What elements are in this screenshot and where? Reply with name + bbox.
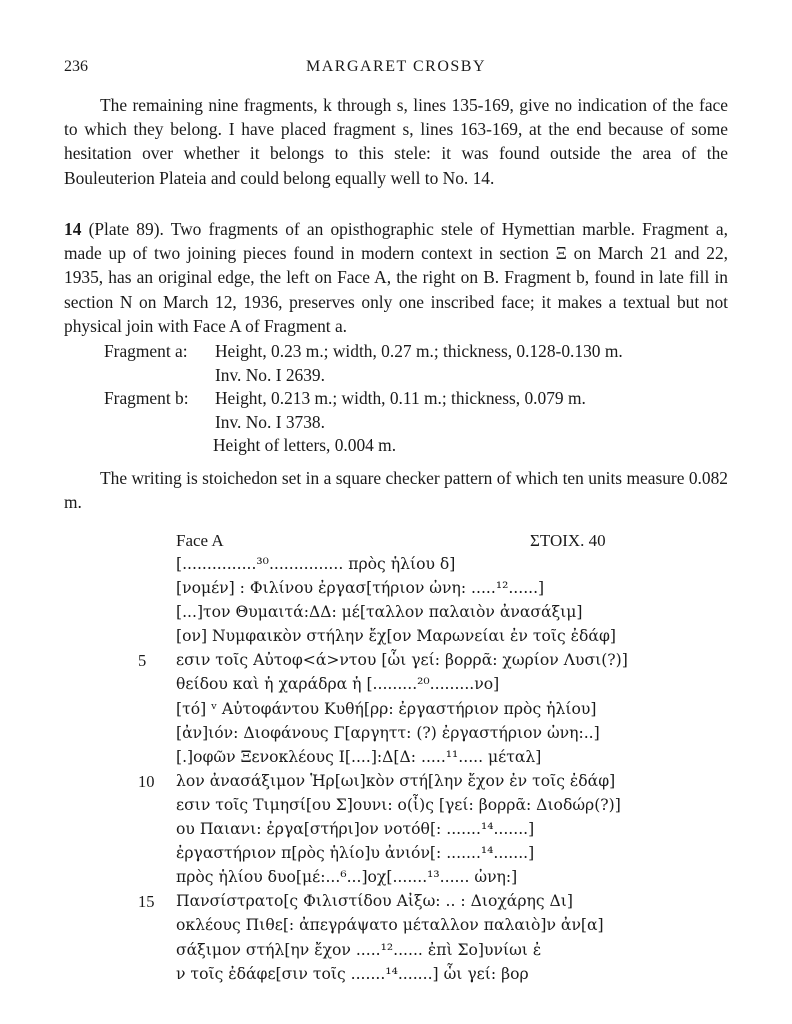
fragment-b-label: Fragment b:: [104, 388, 189, 408]
paragraph-fragments-k-s: [64, 93, 728, 190]
line-text: θείδου καὶ ἡ χαράδρα ἡ [.........²⁰.........νο]: [176, 675, 500, 694]
line-text: [...............³⁰............... πρὸς ἡλίου δ]: [176, 555, 456, 573]
fragment-a-inv: Inv. No. I 2639.: [215, 364, 325, 385]
inscription-line: [138, 844, 638, 868]
line-text: [τό] ᵛ Αὐτοφάντου Κυθή[ρρ: ἐργαστήριον πρὸς ἡλίου]: [176, 699, 597, 718]
line-text: εσιν τοῖς Αὐτοφ<ά>ντου [ὧι γεί: βορρᾶ: χωρίον Λυσι(?)]: [176, 651, 628, 670]
entry-text: (Plate 89). Two fragments of an opisthographic stele of Hymettian marble. Fragment a, made up of two joining pieces found in modern context in section Ξ on March 21 and 22, 1935, has an original edge, the left on Face A, the right on B. Fragment b, found in late fill in section N on March 12, 1936, preserves only one inscribed face; it makes a textual but not physical join with Face A of Fragment a.: [64, 219, 728, 336]
inscription-line: [138, 627, 638, 651]
line-text: σάξιμον στήλ[ην ἔχον .....¹²...... ἐπὶ Σο]υνίωι ἐ: [176, 940, 542, 959]
running-title: MARGARET CROSBY: [305, 58, 486, 75]
page-number: 236: [64, 58, 88, 75]
inscription-line: [138, 796, 638, 820]
inscription-lines: [138, 555, 638, 989]
line-number: 10: [138, 771, 155, 791]
inscription-line: [138, 868, 638, 892]
inscription-line: [138, 724, 638, 748]
fragment-a-label: Fragment a:: [104, 341, 188, 361]
line-text: ου Παιανι: ἐργα[στήρι]ον νοτόθ[: .......¹⁴.......]: [176, 820, 535, 839]
paragraph3-text: The writing is stoichedon set in a square checker pattern of which ten units measure 0.082 m.: [64, 468, 728, 513]
fragment-a-dims: Height, 0.23 m.; width, 0.27 m.; thickness, 0.128-0.130 m.: [215, 341, 623, 361]
inscription-line: [138, 772, 638, 796]
face-label: Face A: [176, 531, 224, 550]
inscription-line: [138, 651, 638, 675]
paragraph1-text: The remaining nine fragments, k through s, lines 135-169, give no indication of the face to which they belong. I have placed fragment s, lines 163-169, at the end because of some hesitation over whether it belongs to this stele: it was found outside the area of the Bouleuterion Plateia and could belong equally well to No. 14.: [64, 95, 728, 188]
inscription-line: [138, 675, 638, 699]
inscription-line: [138, 748, 638, 772]
inscription-line: [138, 892, 638, 916]
line-number: 5: [138, 651, 147, 671]
entry-14-description: [64, 217, 728, 338]
inscription-line: [138, 820, 638, 844]
line-text: [ον] Νυμφαικὸν στήλην ἔχ[ον Μαρωνείαι ἐν τοῖς ἐδάφ]: [176, 627, 616, 646]
stoich-label: ΣΤΟΙΧ. 40: [530, 531, 606, 550]
fragment-b-dims: Height, 0.213 m.; width, 0.11 m.; thickness, 0.079 m.: [215, 388, 586, 408]
inscription-line: [138, 700, 638, 724]
inscription-line: [138, 916, 638, 940]
line-text: [.]οφῶν Ξενοκλέους Ι[....]:Δ[Δ: .....¹¹..... μέταλ]: [176, 747, 542, 766]
inscription-face-a: [138, 531, 638, 989]
line-text: ἐργαστήριον π[ρὸς ἡλίο]υ ἀνιόν[: .......¹⁴.......]: [176, 844, 535, 863]
line-text: [ἀν]ιόν: Διοφάνους Γ[αργηττ: (?) ἐργαστήριον ὠνη:..]: [176, 723, 600, 742]
stoichedon-note: [64, 466, 728, 514]
inscription-line: [138, 579, 638, 603]
line-text: λον ἀνασάξιμον Ἡρ[ωι]κὸν στή[λην ἔχον ἐν τοῖς ἐδάφ]: [176, 771, 616, 790]
line-text: εσιν τοῖς Τιμησί[ου Σ]ουνι: ο(ἶ)ς [γεί: βορρᾶ: Διοδώρ(?)]: [176, 795, 621, 814]
inscription-line: [138, 965, 638, 989]
line-number: 15: [138, 892, 155, 912]
letter-height: Height of letters, 0.004 m.: [213, 435, 397, 455]
line-text: Πανσίστρατο[ς Φιλιστίδου Αἰξω: .. : Διοχάρης Δι]: [176, 892, 573, 911]
inscription-line: [138, 555, 638, 579]
line-text: πρὸς ἡλίου δυο[μέ:...⁶...]οχ[.......¹³...... ὠνη:]: [176, 868, 518, 887]
line-text: [...]τον Θυμαιτά:ΔΔ: μέ[ταλλον παλαιὸν ἀνασάξιμ]: [176, 603, 583, 622]
inscription-line: [138, 603, 638, 627]
fragment-b-inv: Inv. No. I 3738.: [215, 411, 325, 432]
inscription-line: [138, 941, 638, 965]
line-text: [νομέν] : Φιλίνου ἐργασ[τήριον ὠνη: .....¹²......]: [176, 579, 545, 598]
entry-number: 14: [64, 219, 82, 239]
line-text: ν τοῖς ἐδάφε[σιν τοῖς .......¹⁴.......] ὧι γεί: βορ: [176, 964, 529, 983]
line-text: οκλέους Πιθε[: ἀπεγράψατο μέταλλον παλαιὸ]ν ἀν[α]: [176, 916, 604, 935]
